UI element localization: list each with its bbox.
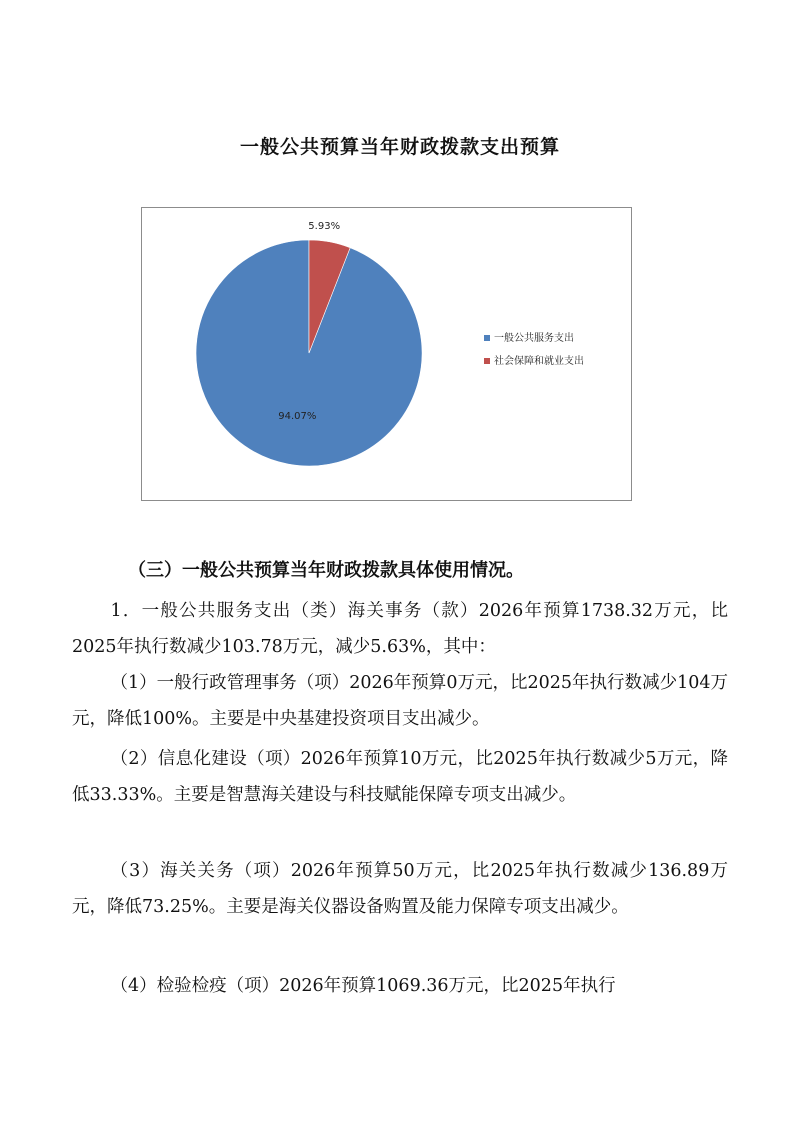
legend-label-0: 一般公共服务支出 bbox=[494, 333, 574, 344]
paragraph-3 bbox=[72, 741, 728, 813]
paragraph-text: （3）海关关务（项）2026年预算50万元，比2025年执行数减少136.89万元，降低73.25%。主要是海关仪器设备购置及能力保障专项支出减少。 bbox=[72, 861, 728, 917]
paragraph-text: 1．一般公共服务支出（类）海关事务（款）2026年预算1738.32万元，比2025年执行数减少103.78万元，减少5.63%，其中： bbox=[72, 601, 728, 657]
legend-swatch-0 bbox=[484, 335, 490, 341]
paragraph-text: （4）检验检疫（项）2026年预算1069.36万元，比2025年执行 bbox=[110, 976, 616, 996]
legend-swatch-1 bbox=[484, 358, 490, 364]
paragraph-text: （2）信息化建设（项）2026年预算10万元，比2025年执行数减少5万元，降低33.33%。主要是智慧海关建设与科技赋能保障专项支出减少。 bbox=[72, 749, 728, 805]
paragraph-text: （1）一般行政管理事务（项）2026年预算0万元，比2025年执行数减少104万元，降低100%。主要是中央基建投资项目支出减少。 bbox=[72, 673, 728, 729]
pie-slice-label-0: 94.07% bbox=[278, 411, 317, 423]
page-title: 一般公共预算当年财政拨款支出预算 bbox=[239, 136, 560, 158]
paragraph-5 bbox=[72, 968, 728, 1004]
legend-label-1: 社会保障和就业支出 bbox=[494, 356, 584, 367]
paragraph-1 bbox=[72, 593, 728, 665]
pie-chart-svg bbox=[142, 208, 631, 500]
paragraph-2 bbox=[72, 665, 728, 737]
section-heading: （三）一般公共预算当年财政拨款具体使用情况。 bbox=[128, 560, 524, 581]
paragraph-4 bbox=[72, 853, 728, 925]
pie-slice-label-1: 5.93% bbox=[308, 221, 341, 233]
pie-chart bbox=[141, 207, 632, 501]
